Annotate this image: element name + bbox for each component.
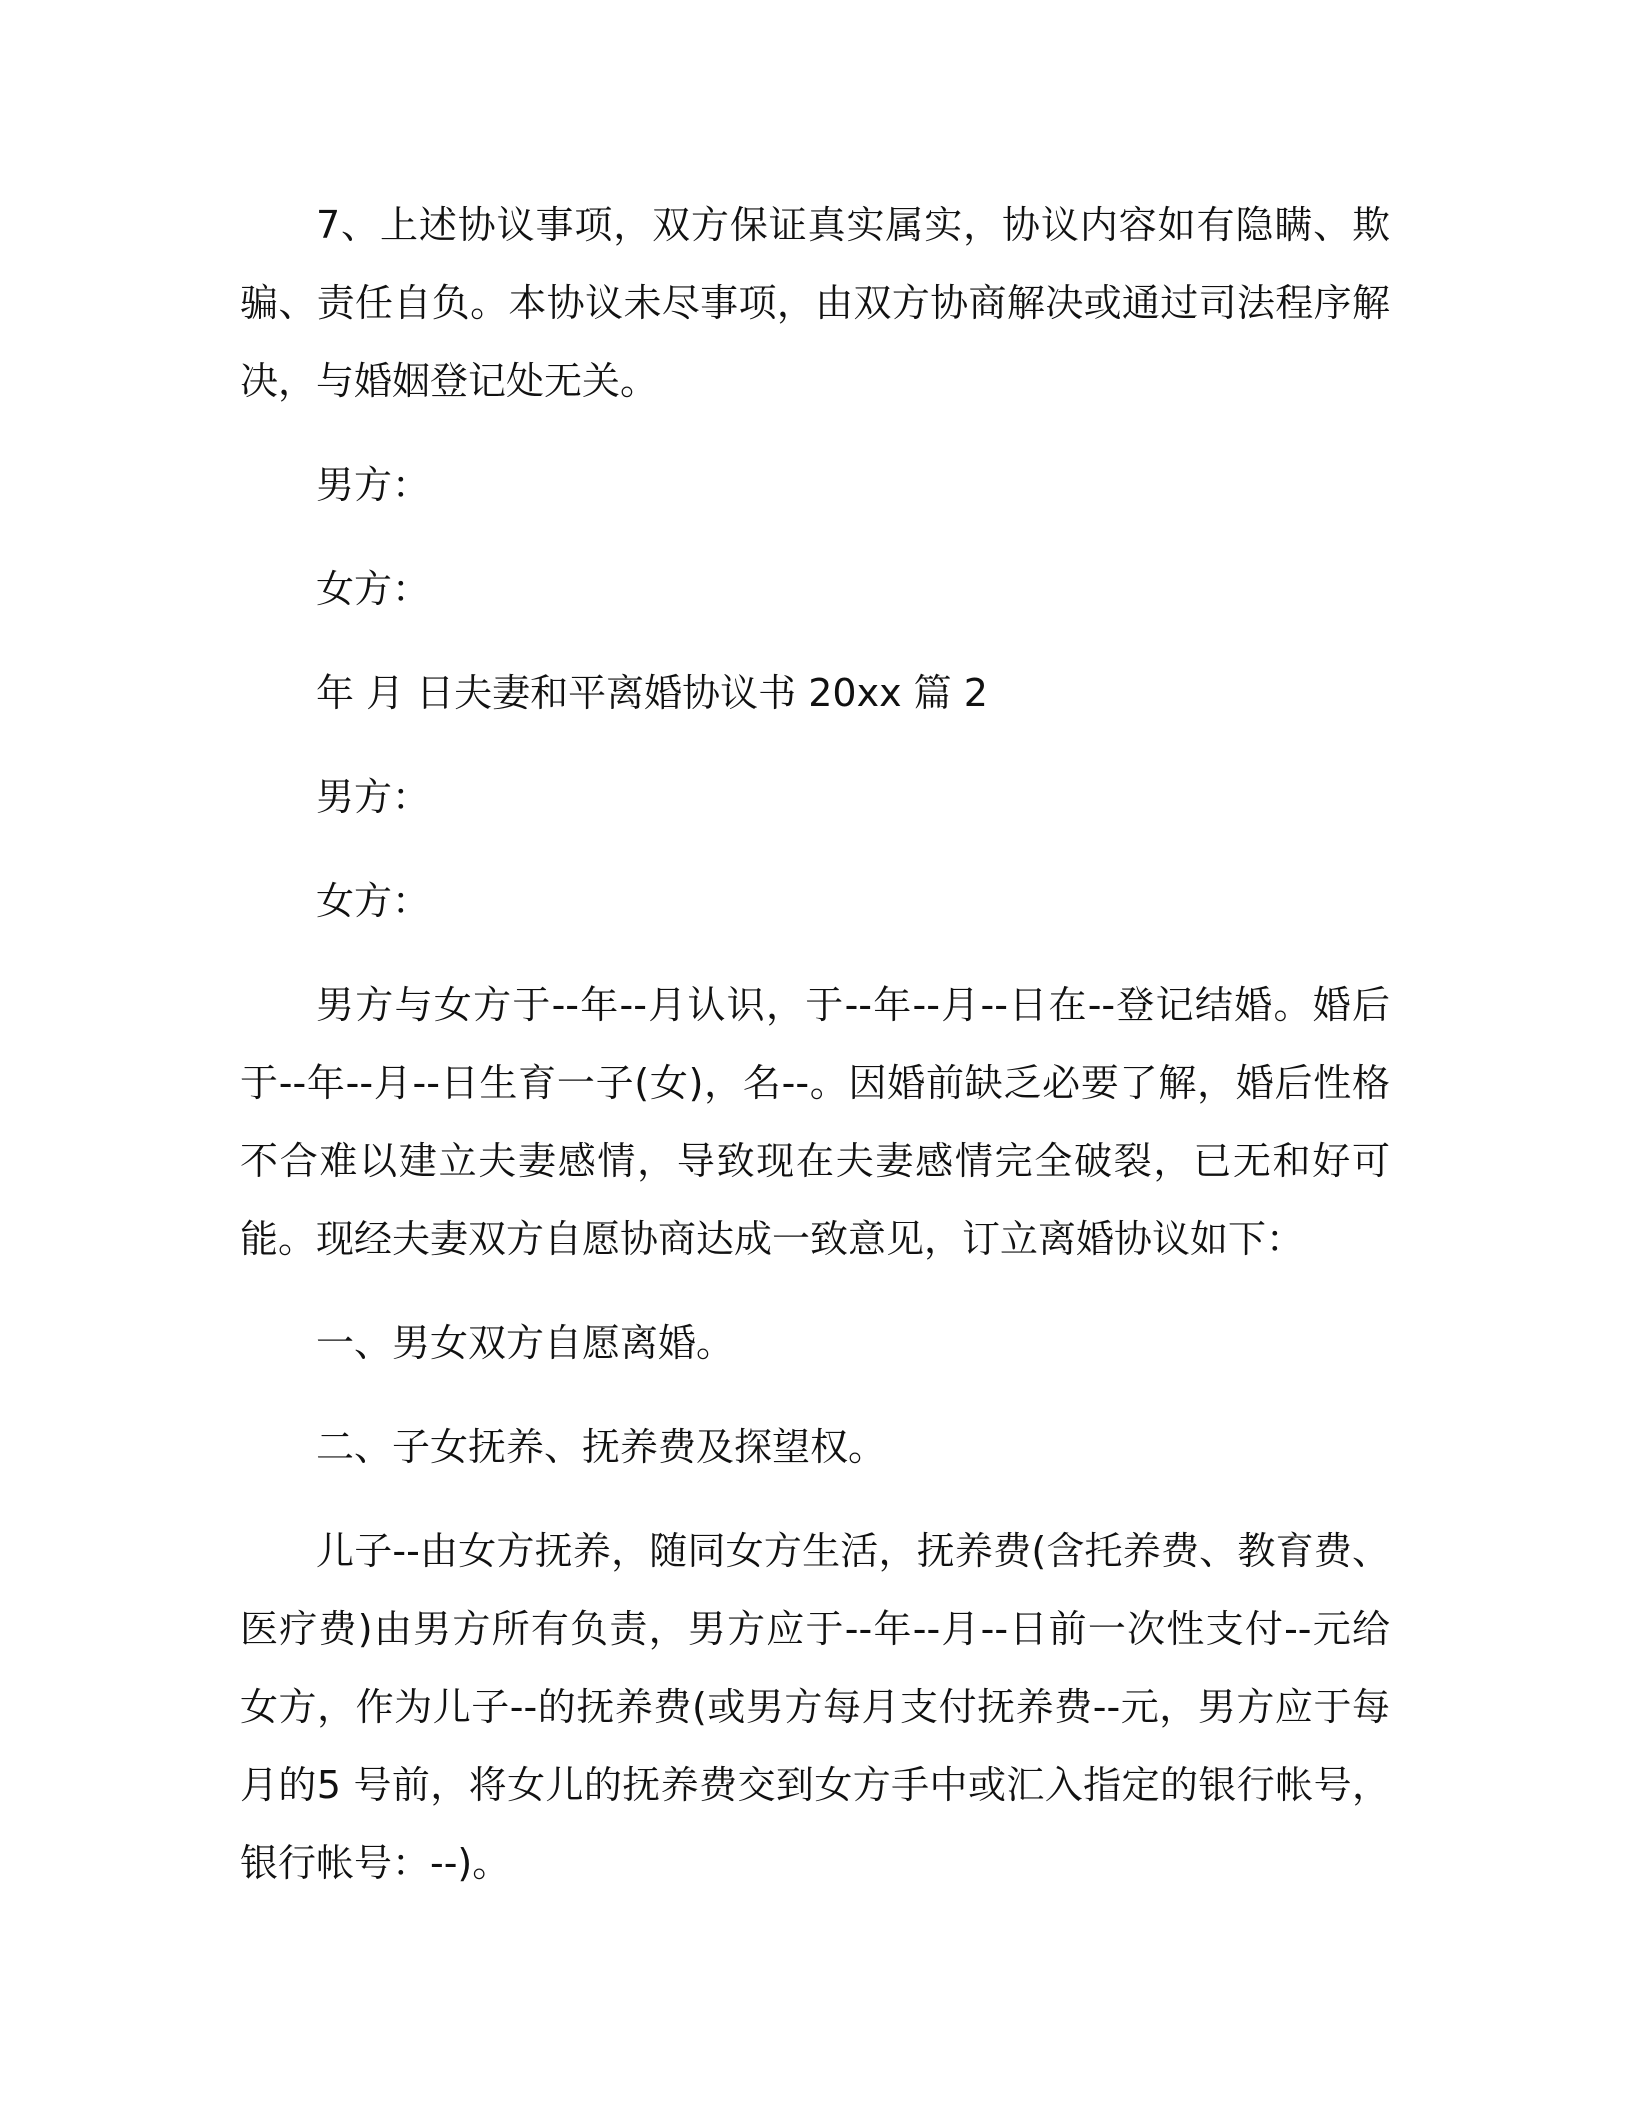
paragraph-date-and-title: 年 月 日夫妻和平离婚协议书 20xx 篇 2 [316,671,988,715]
paragraph-background: 男方与女方于--年--月认识，于--年--月--日在--登记结婚。婚后于--年--月--日生育一子(女)，名--。因婚前缺乏必要了解，婚后性格不合难以建立夫妻感情，导致现在夫妻感情完全破裂，已无和好可能。现经夫妻双方自愿协商达成一致意见，订立离婚协议如下： [240,983,1390,1261]
paragraph-male-party: 男方： [316,463,431,507]
paragraph-item-2: 二、子女抚养、抚养费及探望权。 [316,1425,887,1469]
paragraph-clause-7: 7、上述协议事项，双方保证真实属实，协议内容如有隐瞒、欺骗、责任自负。本协议未尽事项，由双方协商解决或通过司法程序解决，与婚姻登记处无关。 [240,203,1390,403]
paragraph-child-support: 儿子--由女方抚养，随同女方生活，抚养费(含托养费、教育费、医疗费)由男方所有负责，男方应于--年--月--日前一次性支付--元给女方，作为儿子--的抚养费(或男方每月支付抚养费--元，男方应于每月的5 号前，将女儿的抚养费交到女方手中或汇入指定的银行帐号，银行帐号：--)。 [240,1529,1390,1885]
paragraph-male-party-2: 男方： [316,775,431,819]
document-body [240,186,1390,1902]
paragraph-female-party: 女方： [316,567,431,611]
paragraph-female-party-2: 女方： [316,879,431,923]
paragraph-item-1: 一、男女双方自愿离婚。 [316,1321,735,1365]
